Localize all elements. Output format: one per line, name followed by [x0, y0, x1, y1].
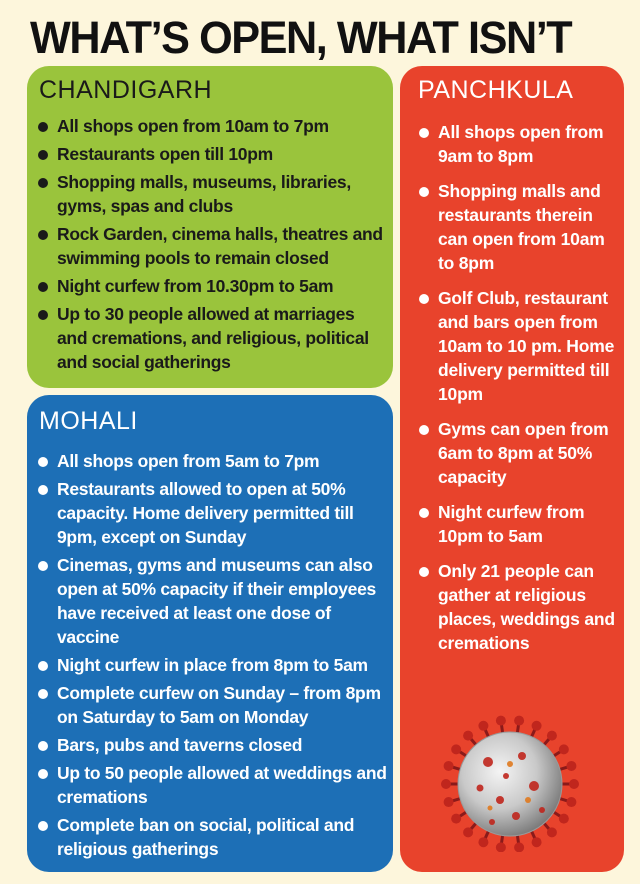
virus-spike-tip — [547, 827, 557, 837]
list-item — [37, 170, 387, 218]
virus-spike-tip — [532, 721, 542, 731]
list-item-text: All shops open from 5am to 7pm — [57, 451, 320, 471]
virus-spike-tip — [566, 797, 576, 807]
list-item — [418, 417, 618, 489]
virus-spike-tip — [444, 761, 454, 771]
bullet-icon — [419, 567, 429, 577]
list-item — [37, 477, 389, 549]
list-item — [37, 733, 389, 757]
bullet-icon — [38, 561, 48, 571]
list-item-text: Cinemas, gyms and museums can also open at 50% capacity if their employees have received at least one dose of vaccine — [57, 555, 376, 647]
mohali-list — [37, 449, 389, 865]
bullet-icon — [38, 769, 48, 779]
coronavirus-icon — [430, 712, 590, 852]
bullet-icon — [419, 294, 429, 304]
list-item-text: Restaurants open till 10pm — [57, 144, 273, 164]
bullet-icon — [38, 310, 48, 320]
list-item-text: Night curfew in place from 8pm to 5am — [57, 655, 368, 675]
virus-spike-tip — [451, 814, 461, 824]
list-item — [37, 813, 389, 861]
list-item — [37, 681, 389, 729]
list-item-text: All shops open from 10am to 7pm — [57, 116, 329, 136]
bullet-icon — [38, 230, 48, 240]
virus-spike-tip — [463, 731, 473, 741]
bullet-icon — [38, 282, 48, 292]
bullet-icon — [38, 178, 48, 188]
panchkula-panel — [400, 66, 624, 872]
list-item-text: Bars, pubs and taverns closed — [57, 735, 303, 755]
list-item — [418, 120, 618, 168]
panchkula-list — [418, 120, 618, 666]
bullet-icon — [419, 128, 429, 138]
bullet-icon — [38, 485, 48, 495]
page-title: WHAT’S OPEN, WHAT ISN’T — [30, 12, 572, 63]
virus-spike-tip — [569, 779, 579, 789]
bullet-icon — [38, 150, 48, 160]
bullet-icon — [419, 187, 429, 197]
list-item-text: Shopping malls, museums, libraries, gyms, spas and clubs — [57, 172, 351, 216]
bullet-icon — [38, 689, 48, 699]
chandigarh-list — [37, 114, 387, 378]
list-item-text: Complete curfew on Sunday – from 8pm on Saturday to 5am on Monday — [57, 683, 381, 727]
virus-spike-tip — [451, 744, 461, 754]
virus-spike-tip — [559, 744, 569, 754]
bullet-icon — [419, 425, 429, 435]
virus-spike-tip — [478, 721, 488, 731]
list-item — [37, 114, 387, 138]
virus-spike-tip — [514, 842, 524, 852]
list-item — [418, 500, 618, 548]
virus-spike-tip — [463, 827, 473, 837]
list-item-text: Shopping malls and restaurants therein can open from 10am to 8pm — [438, 181, 605, 273]
list-item — [37, 653, 389, 677]
bullet-icon — [38, 122, 48, 132]
list-item-text: All shops open from 9am to 8pm — [438, 122, 604, 166]
list-item-text: Gyms can open from 6am to 8pm at 50% capacity — [438, 419, 609, 487]
bullet-icon — [419, 508, 429, 518]
chandigarh-panel — [27, 66, 393, 388]
list-item — [37, 142, 387, 166]
list-item — [37, 302, 387, 374]
list-item — [37, 553, 389, 649]
list-item — [37, 449, 389, 473]
list-item — [37, 222, 387, 270]
mohali-panel — [27, 395, 393, 872]
mohali-heading: MOHALI — [39, 407, 138, 435]
list-item-text: Golf Club, restaurant and bars open from 10am to 10 pm. Home delivery permitted till 10pm — [438, 288, 615, 404]
list-item — [418, 179, 618, 275]
virus-spike-tip — [547, 731, 557, 741]
bullet-icon — [38, 661, 48, 671]
list-item-text: Night curfew from 10.30pm to 5am — [57, 276, 334, 296]
list-item — [37, 761, 389, 809]
list-item — [418, 559, 618, 655]
bullet-icon — [38, 741, 48, 751]
bullet-icon — [38, 821, 48, 831]
virus-spike-tip — [441, 779, 451, 789]
list-item-text: Complete ban on social, political and religious gatherings — [57, 815, 355, 859]
list-item-text: Rock Garden, cinema halls, theatres and swimming pools to remain closed — [57, 224, 383, 268]
list-item-text: Up to 50 people allowed at weddings and cremations — [57, 763, 387, 807]
panchkula-heading: PANCHKULA — [418, 76, 574, 104]
list-item — [418, 286, 618, 406]
bullet-icon — [38, 457, 48, 467]
list-item-text: Up to 30 people allowed at marriages and cremations, and religious, political and social gatherings — [57, 304, 369, 372]
virus-spike-tip — [496, 842, 506, 852]
virus-spike-tip — [444, 797, 454, 807]
virus-spike-tip — [559, 814, 569, 824]
virus-spike-tip — [532, 837, 542, 847]
list-item — [37, 274, 387, 298]
list-item-text: Restaurants allowed to open at 50% capacity. Home delivery permitted till 9pm, except on Sunday — [57, 479, 354, 547]
virus-spike-tip — [514, 716, 524, 726]
virus-spike-tip — [478, 837, 488, 847]
chandigarh-heading: CHANDIGARH — [39, 76, 213, 104]
virus-spike-tip — [566, 761, 576, 771]
virus-spike-tip — [496, 716, 506, 726]
list-item-text: Only 21 people can gather at religious places, weddings and cremations — [438, 561, 615, 653]
list-item-text: Night curfew from 10pm to 5am — [438, 502, 585, 546]
